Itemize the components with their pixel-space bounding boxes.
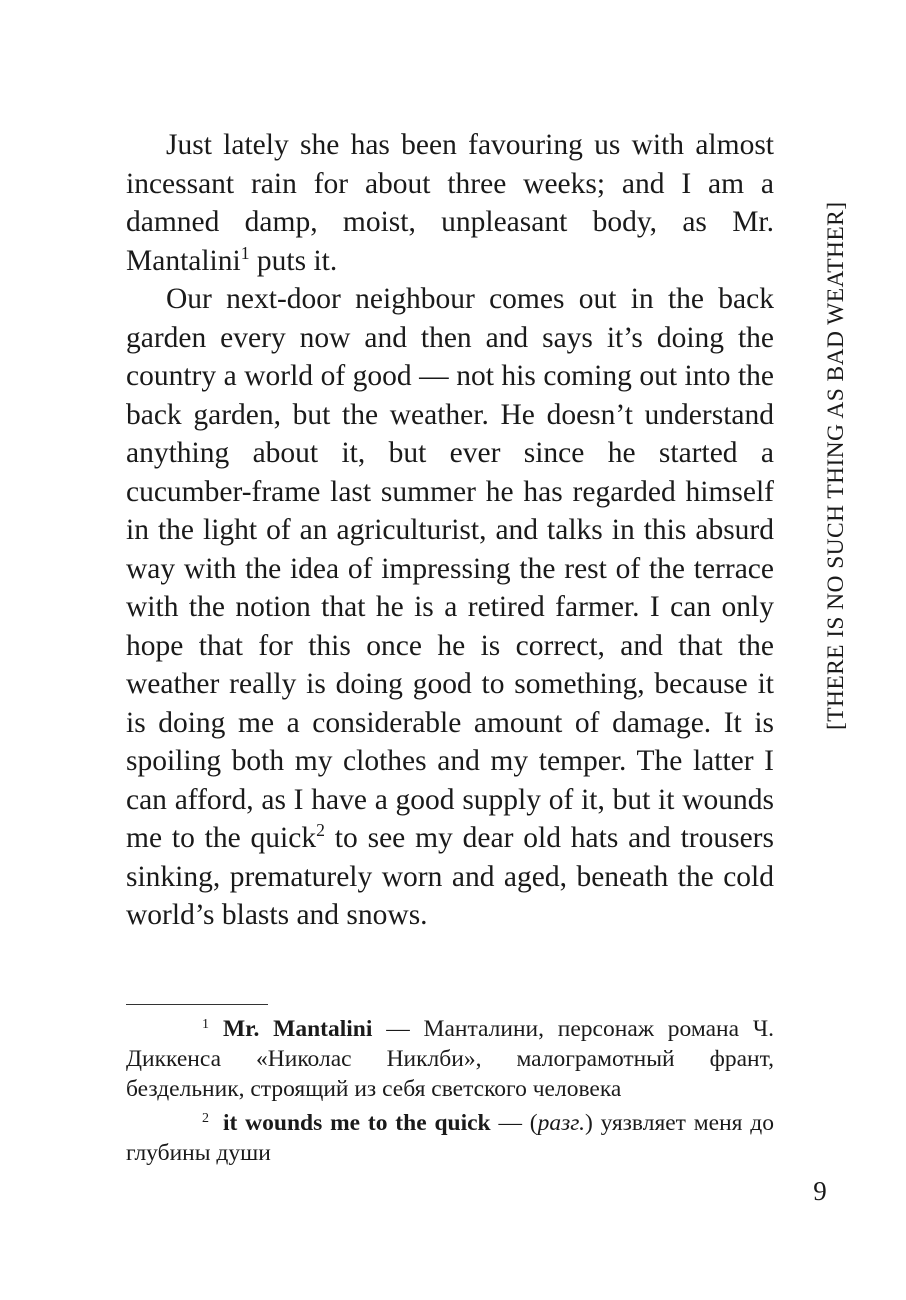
footnote-number: 2 bbox=[202, 1111, 209, 1126]
footnote-text: Манталини, персонаж романа Ч. Диккенса «Николас Никлби», малограмотный франт, бездельник, строящий из себя светского человека bbox=[126, 1016, 774, 1102]
paragraph-text: Our next-door neighbour comes out in the back garden every now and then and says it’s doing the country a world of good — not his coming out into the back garden, but the weather. He doesn’t understand anything about it, but ever since he started a cucumber-frame last summer he has regarded himself in the light of an agriculturist, and talks in this absurd way with the idea of impressing the rest of the terrace with the notion that he is a retired farmer. I can only hope that for this once he is correct, and that the weather really is doing good to something, because it is doing me a considerable amount of damage. It is spoiling both my clothes and my temper. The latter I can afford, as I have a good supply of it, but it wounds me to the quick bbox=[126, 283, 774, 854]
paragraph-1 bbox=[126, 126, 774, 280]
footnote-ref-1[interactable]: 1 bbox=[240, 242, 250, 263]
footnote-label: разг. bbox=[537, 1110, 586, 1136]
footnotes bbox=[126, 1010, 774, 1168]
main-text bbox=[126, 126, 774, 935]
footnote-divider bbox=[126, 1004, 268, 1005]
footnote-1 bbox=[126, 1010, 774, 1104]
page-number: 9 bbox=[813, 1176, 827, 1206]
footnote-2 bbox=[126, 1104, 774, 1168]
footnote-label-close: ) bbox=[585, 1110, 593, 1136]
paragraph-2 bbox=[126, 280, 774, 935]
paragraph-text: puts it. bbox=[249, 244, 338, 277]
footnote-number: 1 bbox=[202, 1017, 209, 1032]
footnote-dash: — bbox=[498, 1110, 522, 1136]
paragraph-text: to see my dear old hats and trousers sinking, prematurely worn and aged, beneath the cold world’s blasts and snows. bbox=[126, 822, 774, 931]
paragraph-text: Just lately she has been favouring us with almost incessant rain for about three weeks; and I am a damned damp, moist, unpleasant body, as Mr. Mantalini bbox=[126, 129, 774, 277]
footnote-term: Mr. Mantalini bbox=[223, 1016, 373, 1042]
running-title: [THERE IS NO SUCH THING AS BAD WEATHER] bbox=[823, 201, 849, 730]
footnote-text: уязвляет меня до глубины души bbox=[126, 1110, 774, 1166]
footnote-dash: — bbox=[386, 1016, 410, 1042]
footnote-label-open: ( bbox=[529, 1110, 538, 1136]
footnote-term: it wounds me to the quick bbox=[223, 1110, 491, 1136]
footnote-ref-2[interactable]: 2 bbox=[316, 820, 325, 841]
